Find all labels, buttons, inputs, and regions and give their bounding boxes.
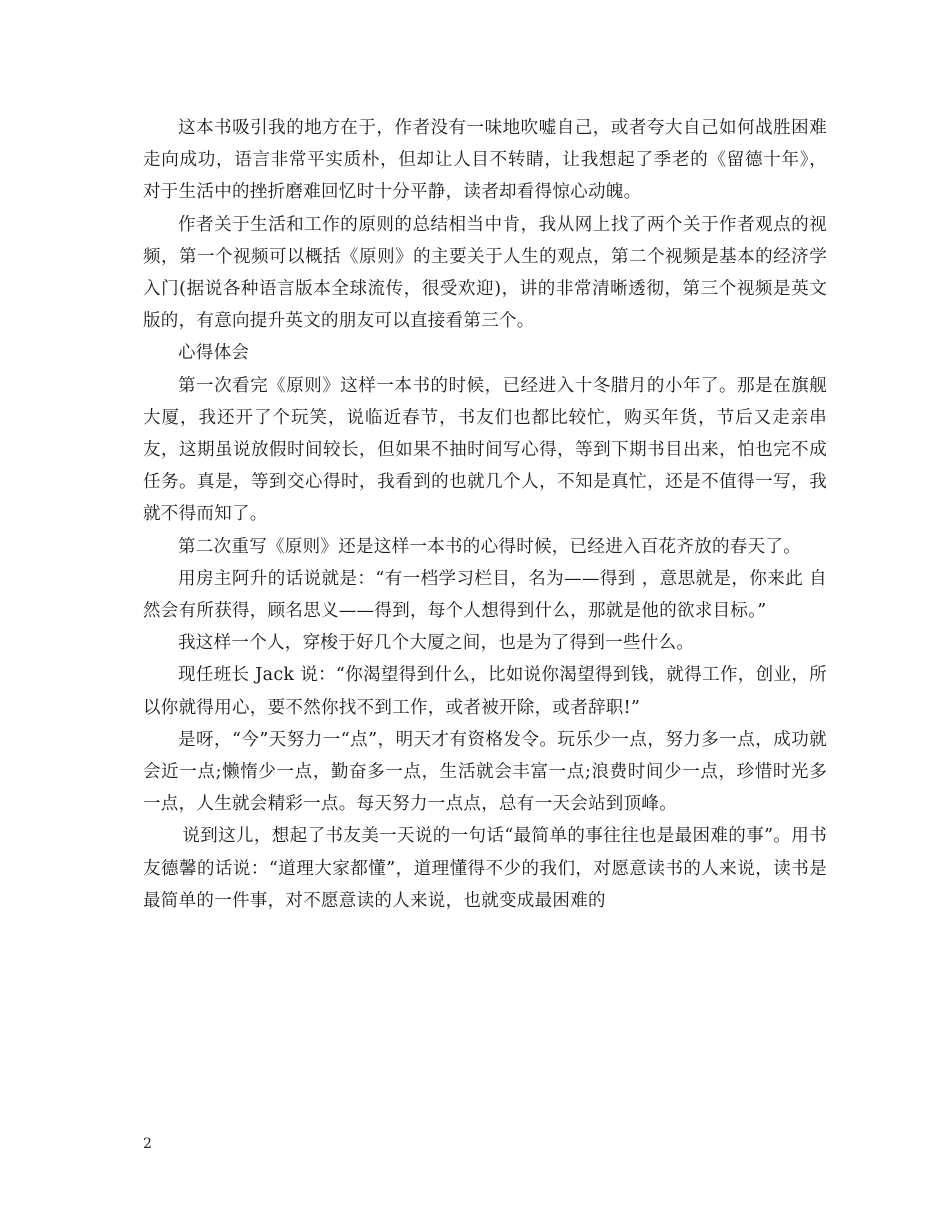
- document-page: [143, 112, 827, 917]
- page-number: 2: [143, 1136, 152, 1152]
- paragraph-6: 我这样一个人，穿梭于好几个大厦之间，也是为了得到一些什么。: [178, 633, 695, 654]
- paragraph-8: 是呀，“今”天努力一“点”，明天才有资格发令。玩乐少一点，努力多一点，成功就会近一点;懒惰少一点，勤奋多一点，生活就会丰富一点;浪费时间少一点，珍惜时光多一点，人生就会精彩一点。每天努力一点点，总有一天会站到顶峰。: [143, 729, 827, 815]
- paragraph-3: 第一次看完《原则》这样一本书的时候，已经进入十冬腊月的小年了。那是在旗舰大厦，我还开了个玩笑，说临近春节，书友们也都比较忙，购买年货，节后又走亲串友，这期虽说放假时间较长，但如果不抽时间写心得，等到下期书目出来，怕也完不成任务。真是，等到交心得时，我看到的也就几个人，不知是真忙，还是不值得一写，我就不得而知了。: [143, 375, 827, 525]
- paragraph-1: 这本书吸引我的地方在于，作者没有一味地吹嘘自己，或者夸大自己如何战胜困难走向成功，语言非常平实质朴，但却让人目不转睛，让我想起了季老的《留德十年》，对于生活中的挫折磨难回忆时十分平静，读者却看得惊心动魄。: [143, 118, 827, 203]
- paragraph-5: 用房主阿升的话说就是：“有一档学习栏目，名为——得到 ，意思就是，你来此 自然会有所获得，顾名思义——得到，每个人想得到什么，那就是他的欲求目标。”: [143, 568, 827, 622]
- section-heading: 心得体会: [178, 343, 250, 364]
- paragraph-9: 说到这儿，想起了书友美一天说的一句话“最简单的事往往也是最困难的事”。用书友德馨的话说：“道理大家都懂”，道理懂得不少的我们，对愿意读书的人来说，读书是最简单的一件事，对不愿意读的人来说，也就变成最困难的: [143, 826, 827, 911]
- paragraph-7: 现任班长 Jack 说：“你渴望得到什么，比如说你渴望得到钱，就得工作，创业，所以你就得用心，要不然你找不到工作，或者被开除，或者辞职!”: [143, 665, 827, 718]
- paragraph-2: 作者关于生活和工作的原则的总结相当中肯，我从网上找了两个关于作者观点的视频，第一个视频可以概括《原则》的主要关于人生的观点，第二个视频是基本的经济学入门(据说各种语言版本全球流传，很受欢迎)，讲的非常清晰透彻，第三个视频是英文版的，有意向提升英文的朋友可以直接看第三个。: [143, 214, 827, 332]
- paragraph-4: 第二次重写《原则》还是这样一本书的心得时候，已经进入百花齐放的春天了。: [178, 536, 801, 557]
